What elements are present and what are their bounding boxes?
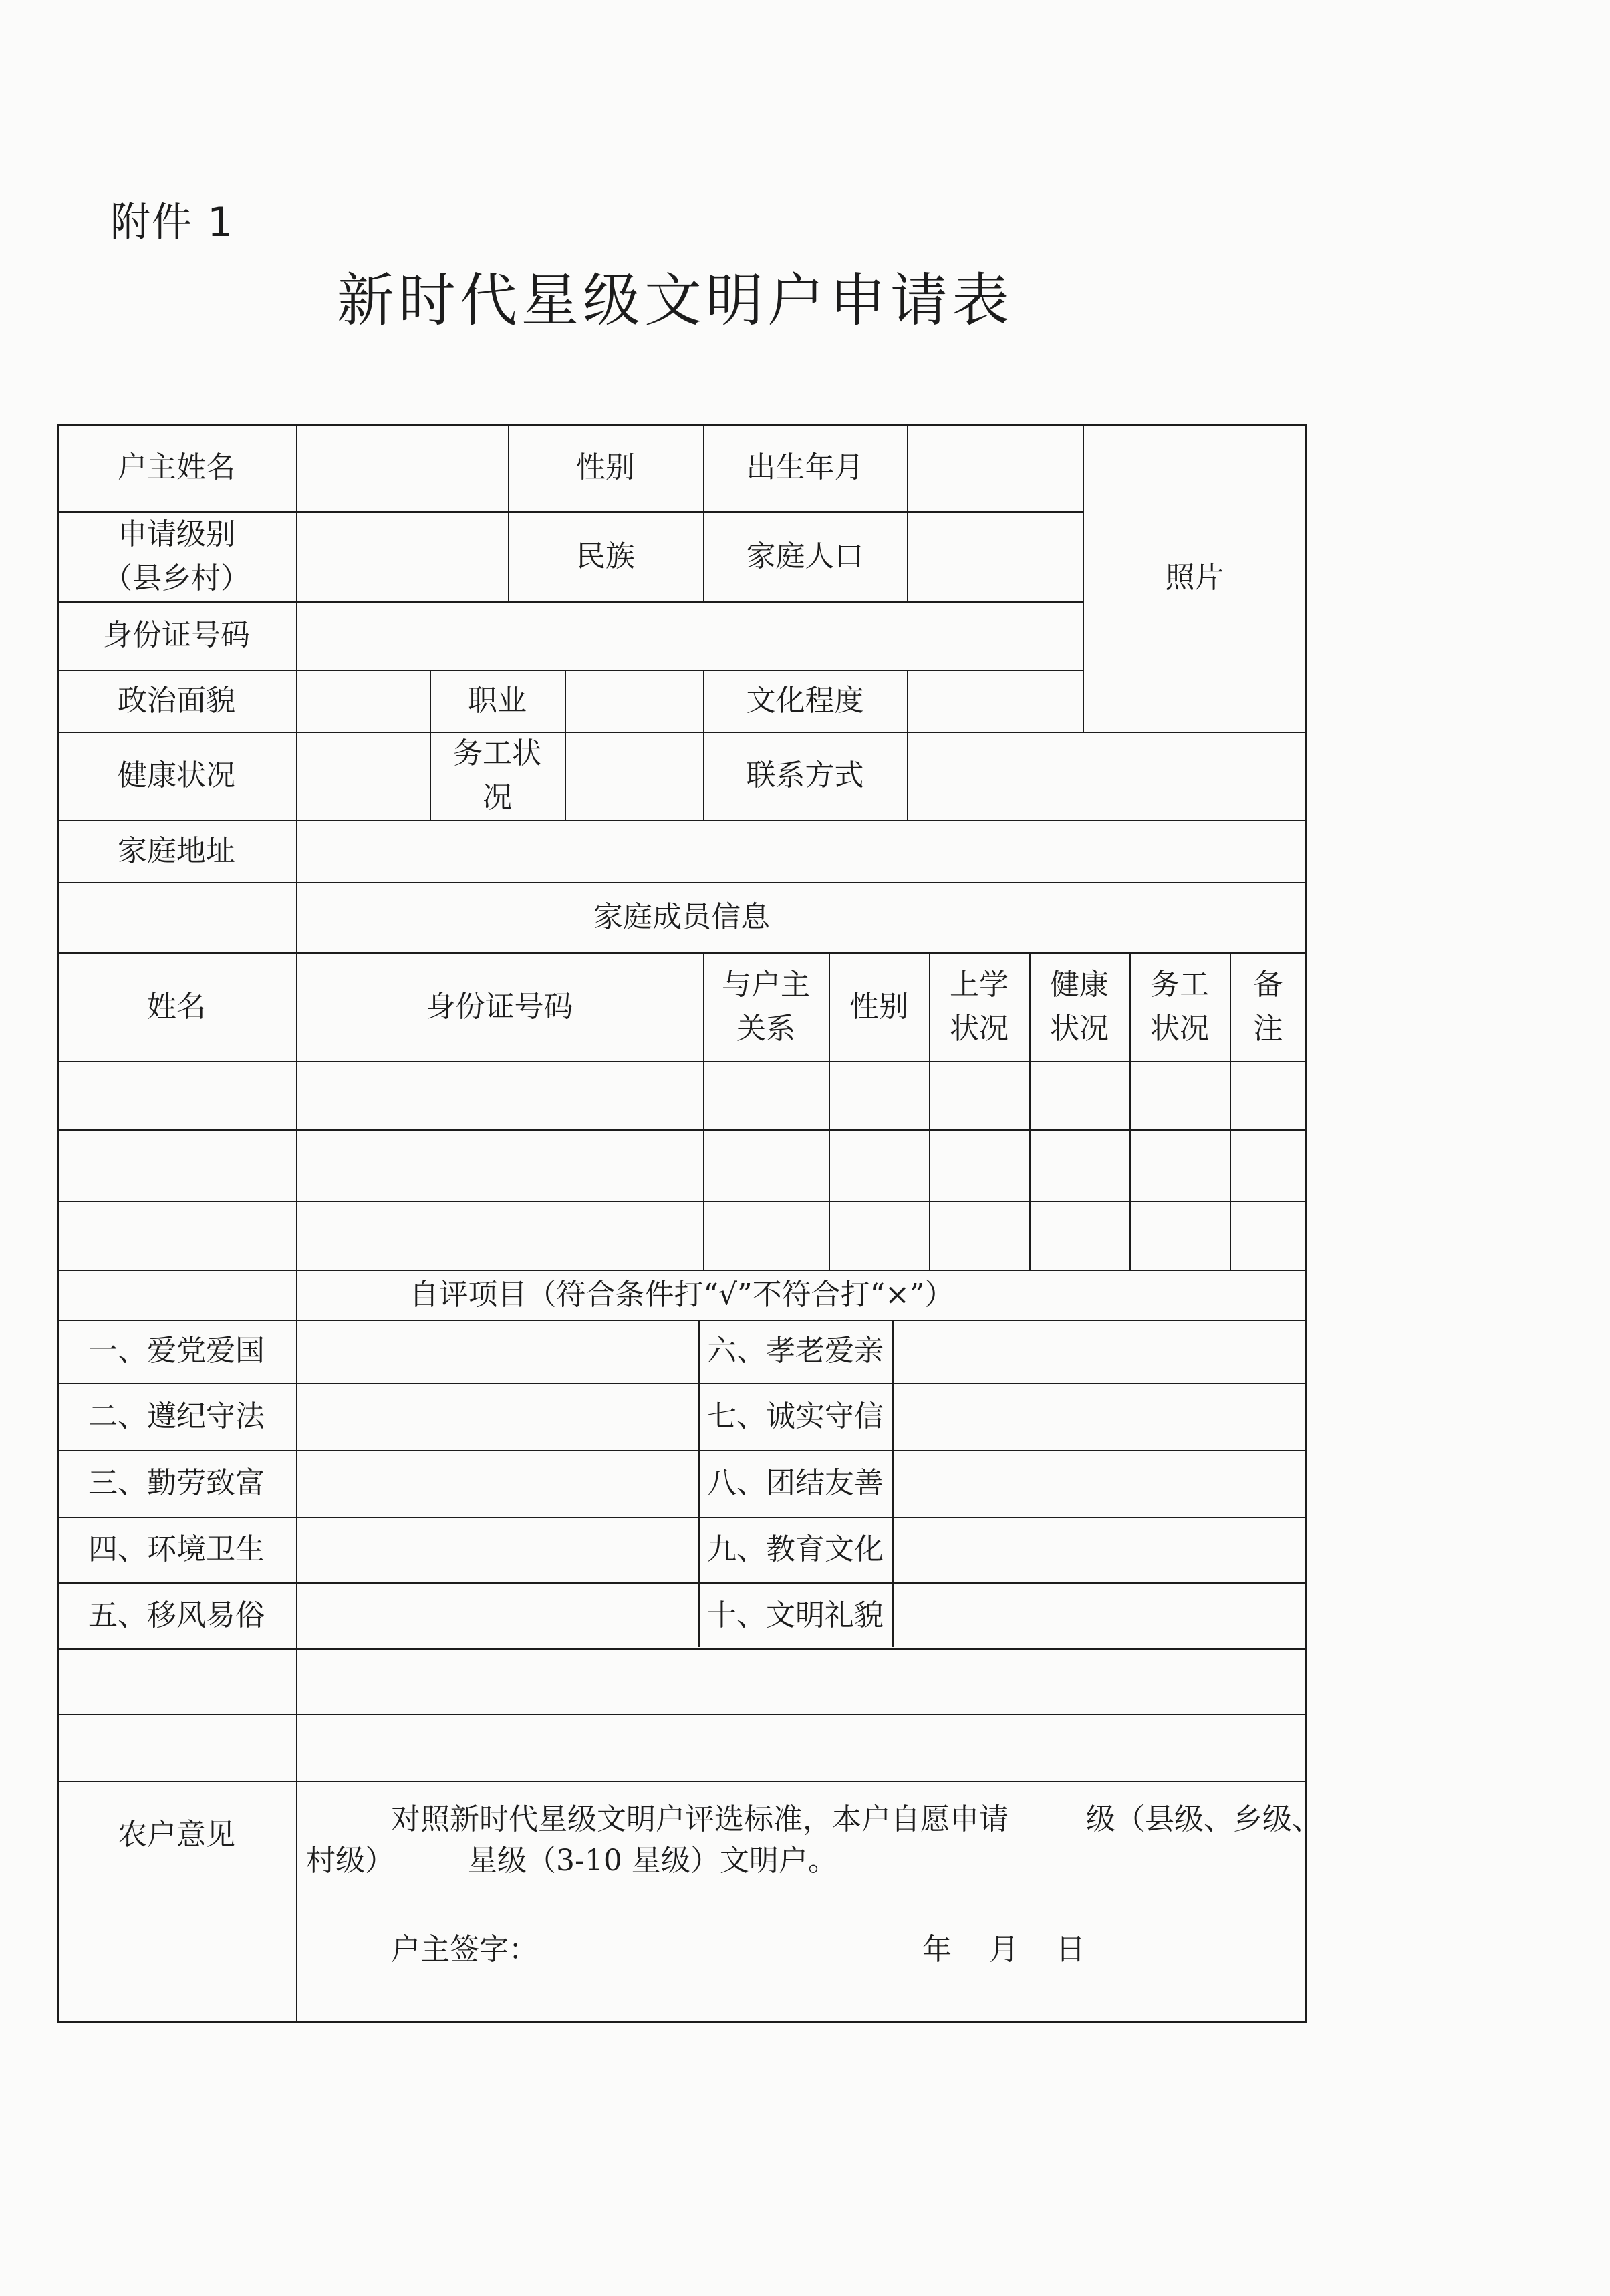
members-header-work: 务工 状况	[1150, 967, 1209, 1046]
self-eval-check[interactable]	[297, 1451, 698, 1517]
self-eval-check[interactable]	[297, 1384, 698, 1450]
self-eval-item: 七、诚实守信	[707, 1399, 884, 1433]
members-header-relation: 与户主 关系	[722, 967, 810, 1046]
signature-label: 户主签字：	[391, 1932, 538, 1967]
label-apply-level: 申请级别 （县乡村）	[103, 517, 250, 595]
self-eval-check[interactable]	[894, 1321, 1305, 1383]
self-eval-item: 五、移风易俗	[88, 1598, 265, 1632]
label-gender: 性别	[576, 450, 635, 484]
members-header-school: 上学 状况	[950, 967, 1009, 1046]
col-rule	[565, 670, 566, 820]
household-head-name-field[interactable]	[297, 424, 508, 511]
self-eval-check[interactable]	[894, 1384, 1305, 1450]
self-eval-check[interactable]	[297, 1518, 698, 1582]
self-eval-item: 一、爱党爱国	[88, 1334, 265, 1368]
self-eval-item: 九、教育文化	[707, 1532, 884, 1566]
members-header-health: 健康 状况	[1050, 967, 1109, 1046]
opinion-text-line1a: 对照新时代星级文明户评选标准，本户自愿申请	[391, 1802, 1009, 1836]
self-eval-item: 十、文明礼貌	[707, 1598, 884, 1632]
label-birth-date: 出生年月	[746, 450, 864, 484]
self-eval-item: 六、孝老爱亲	[707, 1334, 884, 1368]
self-eval-check[interactable]	[297, 1584, 698, 1648]
photo-box[interactable]: 照片	[1165, 561, 1224, 595]
self-eval-item: 二、遵纪守法	[88, 1399, 265, 1433]
self-eval-check[interactable]	[894, 1451, 1305, 1517]
id-number-field[interactable]	[297, 601, 1083, 670]
member-row[interactable]	[57, 1131, 1307, 1201]
label-political-status: 政治面貌	[118, 683, 235, 718]
self-eval-check[interactable]	[894, 1518, 1305, 1582]
birth-date-field[interactable]	[908, 424, 1083, 511]
self-eval-title: 自评项目（符合条件打“√”不符合打“×”）	[409, 1277, 954, 1312]
page-title: 新时代星级文明户申请表	[337, 267, 1013, 334]
self-eval-check[interactable]	[297, 1321, 698, 1383]
label-contact: 联系方式	[746, 758, 864, 793]
label-work-status: 务工状 况	[453, 736, 541, 815]
col-rule	[907, 670, 908, 820]
members-header-remark: 备 注	[1253, 967, 1283, 1046]
opinion-text-line2a: 村级）	[306, 1844, 394, 1878]
label-occupation: 职业	[468, 683, 527, 718]
member-row[interactable]	[57, 1202, 1307, 1270]
attachment-label: 附件 1	[110, 199, 235, 246]
self-eval-item: 八、团结友善	[707, 1466, 884, 1500]
label-id-number: 身份证号码	[103, 618, 250, 652]
label-health: 健康状况	[118, 758, 235, 793]
members-header-id-number: 身份证号码	[426, 989, 573, 1024]
opinion-text-line1b: 级（县级、乡级、	[1086, 1802, 1321, 1836]
signature-date: 年 月 日	[922, 1932, 1085, 1967]
address-field[interactable]	[297, 820, 1305, 882]
application-form	[57, 424, 1321, 2023]
opinion-text-line2b: 星级（3-10 星级）文明户。	[468, 1844, 837, 1878]
label-opinion: 农户意见	[118, 1818, 235, 1852]
self-eval-check[interactable]	[894, 1584, 1305, 1648]
label-ethnicity: 民族	[576, 539, 635, 573]
member-row[interactable]	[57, 1062, 1307, 1129]
self-eval-item: 四、环境卫生	[88, 1532, 265, 1566]
label-education: 文化程度	[746, 683, 864, 718]
label-household-head-name: 户主姓名	[118, 450, 235, 484]
label-address: 家庭地址	[118, 833, 235, 868]
self-eval-item: 三、勤劳致富	[88, 1466, 265, 1500]
members-section-title: 家庭成员信息	[593, 899, 770, 934]
members-header-gender: 性别	[849, 989, 908, 1024]
label-family-size: 家庭人口	[746, 539, 864, 573]
members-header-name: 姓名	[147, 989, 206, 1024]
